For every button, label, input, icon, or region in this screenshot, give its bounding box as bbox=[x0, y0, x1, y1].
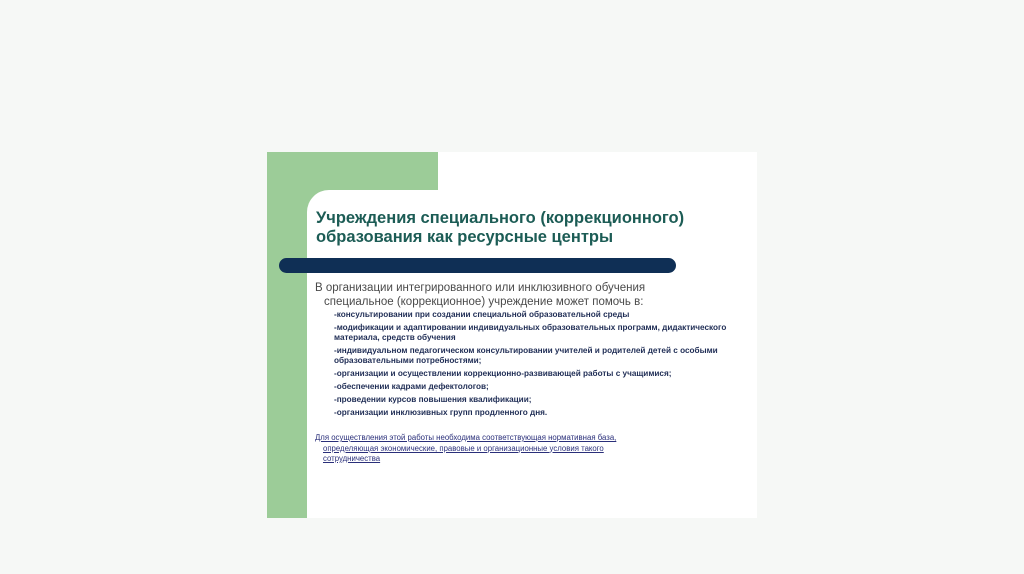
lead-paragraph bbox=[315, 281, 735, 309]
slide bbox=[267, 152, 757, 518]
title-divider-bar bbox=[279, 258, 676, 273]
list-item: -консультировании при создании специальной образовательной среды bbox=[334, 310, 630, 319]
lead-line-2: специальное (коррекционное) учреждение может помочь в: bbox=[324, 296, 644, 308]
list-item: -организации и осуществлении коррекционно-развивающей работы с учащимися; bbox=[334, 369, 672, 378]
lead-line-1: В организации интегрированного или инклюзивного обучения bbox=[315, 282, 646, 294]
footnote-line-1: Для осуществления этой работы необходима соответствующая нормативная база, bbox=[315, 433, 617, 442]
slide-title-line-1: Учреждения специального (коррекционного) bbox=[316, 209, 685, 227]
footnote-link[interactable] bbox=[315, 433, 715, 465]
list-item: -организации инклюзивных групп продленного дня. bbox=[334, 408, 548, 417]
list-item: -модификации и адаптировании индивидуальных образовательных программ, дидактического материала, средств обучения bbox=[334, 323, 727, 342]
help-list bbox=[334, 310, 739, 421]
slide-title-line-2: образования как ресурсные центры bbox=[316, 228, 614, 246]
slide-title bbox=[316, 209, 736, 247]
list-item: -проведении курсов повышения квалификации; bbox=[334, 395, 532, 404]
footnote-line-3: сотрудничества bbox=[323, 454, 381, 463]
list-item: -обеспечении кадрами дефектологов; bbox=[334, 382, 489, 391]
footnote-line-2: определяющая экономические, правовые и организационные условия такого bbox=[323, 443, 604, 453]
list-item: -индивидуальном педагогическом консультировании учителей и родителей детей с особыми образовательными потребностями; bbox=[334, 346, 718, 365]
